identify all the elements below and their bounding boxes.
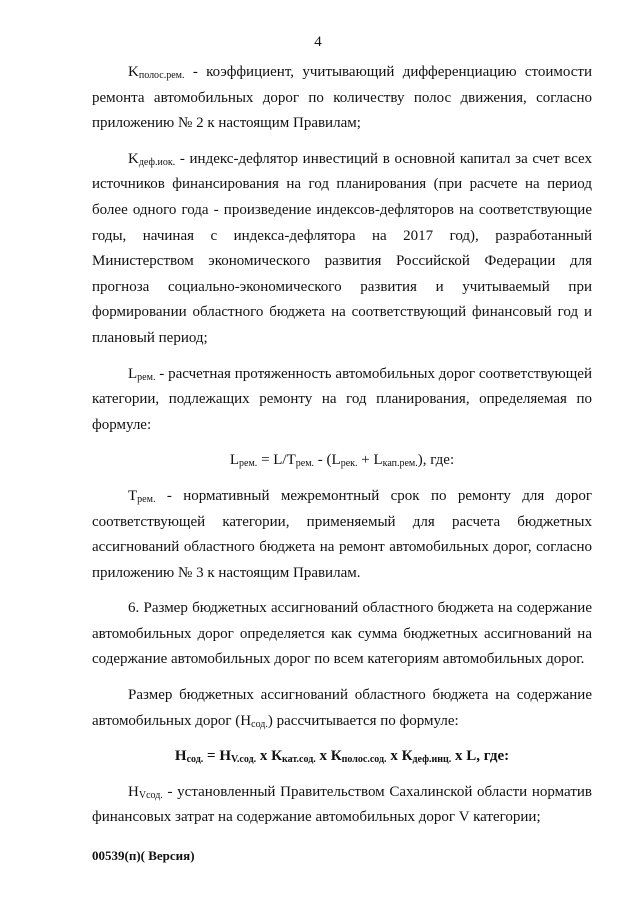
formula-subscript: сод.	[186, 754, 204, 766]
formula-text: - (L	[314, 452, 341, 469]
definition-paragraph	[92, 780, 592, 831]
formula-subscript: кат.сод.	[282, 754, 316, 766]
paragraph-text: - коэффициент, учитывающий дифференциацию стоимости ремонта автомобильных дорог по количеству полос движения, согласно приложению № 2 к настоящим Правилам;	[92, 64, 592, 132]
formula-text: ), где:	[417, 452, 455, 469]
formula-text: ) рассчитывается по формуле:	[267, 712, 459, 729]
paragraph-text: 6. Размер бюджетных ассигнований областного бюджета на содержание автомобильных дорог определяется как сумма бюджетных ассигнований на содержание автомобильных дорог по всем категориям автомобильных дорог.	[92, 600, 592, 668]
term-symbol: K	[128, 64, 139, 80]
formula-subscript: рек.	[340, 458, 358, 470]
document-footer: 00539(п)( Версия)	[92, 848, 195, 863]
formula-subscript: полос.сод.	[341, 754, 387, 766]
paragraph	[92, 596, 592, 673]
definition-paragraph	[92, 60, 592, 137]
term-symbol: Н	[128, 783, 139, 800]
term-subscript: рем.	[137, 493, 156, 505]
formula-subscript: деф.инц.	[412, 754, 452, 766]
formula-text: = Н	[203, 748, 231, 765]
formula-subscript: кап.рем.	[382, 458, 418, 470]
formula	[92, 448, 592, 474]
page-number: 4	[314, 34, 322, 50]
definition-paragraph	[92, 484, 592, 586]
formula-subscript: V.сод.	[231, 754, 257, 766]
definition-paragraph	[92, 362, 592, 439]
definition-paragraph	[92, 147, 592, 352]
formula-text: = L/T	[257, 452, 296, 469]
paragraph-text: - нормативный межремонтный срок по ремонту для дорог соответствующей категории, применяемый для расчета бюджетных ассигнований областного бюджета на ремонт автомобильных дорог, согласно приложению № 3 к настоящим Правилам.	[92, 487, 592, 581]
formula-text: х L, где:	[451, 748, 510, 765]
formula-subscript: рем.	[295, 458, 315, 470]
paragraph	[92, 683, 592, 734]
document-body	[92, 60, 592, 841]
formula-text: х К	[386, 748, 413, 765]
formula-subscript: сод.	[251, 718, 268, 730]
term-subscript: полос.рем.	[138, 70, 185, 81]
term-symbol: K	[128, 150, 139, 167]
paragraph-text: - расчетная протяженность автомобильных дорог соответствующей категории, подлежащих ремонту на год планирования, определяемая по формуле:	[92, 365, 592, 433]
formula-text: Н	[174, 748, 187, 765]
formula	[92, 744, 592, 770]
paragraph-text: - установленный Правительством Сахалинской области норматив финансовых затрат на содержание автомобильных дорог V категории;	[92, 783, 592, 826]
formula-text: L	[229, 452, 240, 469]
term-subscript: Vсод.	[138, 789, 163, 801]
formula-text: х К	[256, 748, 283, 765]
formula-text: + L	[357, 452, 383, 469]
formula-text: Размер бюджетных ассигнований областного бюджета на содержание автомобильных дорог (Н	[92, 687, 592, 729]
term-subscript: рем.	[137, 371, 156, 383]
formula-text: х К	[315, 748, 342, 765]
formula-subscript: рем.	[239, 458, 258, 470]
term-subscript: деф.иок.	[138, 156, 176, 168]
paragraph-text: - индекс-дефлятор инвестиций в основной капитал за счет всех источников финансирования на год планирования (при расчете на период более одного года - произведение индексов-дефляторов на соответствующие годы, начиная с индекса-дефлятора на 2017 год), разработанный Министерством экономического развития Российской Федерации для прогноза социально-экономического развития и учитываемый при формировании областного бюджета на соответствующий финансовый год и плановый период;	[92, 150, 592, 346]
term-symbol: L	[128, 365, 138, 382]
term-symbol: T	[128, 487, 138, 504]
